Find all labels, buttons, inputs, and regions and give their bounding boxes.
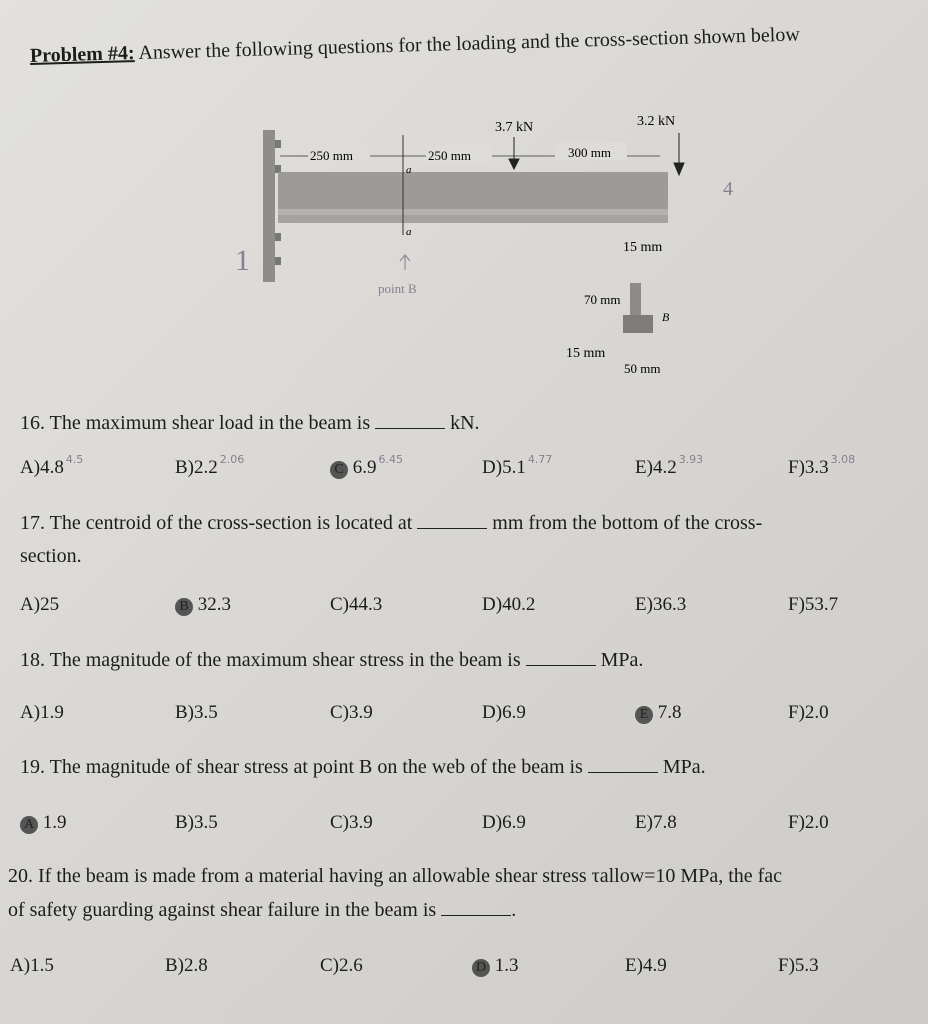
load-label-2: 3.2 kN	[637, 114, 676, 129]
option-value: 3.5	[194, 702, 218, 723]
option-label: E)	[635, 812, 653, 833]
option-value: 3.9	[349, 702, 373, 723]
answer-option[interactable]	[320, 955, 363, 977]
answer-option[interactable]	[635, 812, 677, 834]
section-mark-top: a	[406, 164, 412, 176]
question-20: 20. If the beam is made from a material having an allowable shear stress τallow=10 MPa, the fac	[8, 865, 783, 887]
answer-option[interactable]	[175, 594, 231, 616]
answer-option[interactable]	[472, 955, 519, 977]
option-label: D)	[482, 457, 503, 478]
answer-option[interactable]	[788, 812, 829, 834]
question-19: 19. The magnitude of shear stress at point B on the web of the beam is MPa.	[20, 756, 706, 778]
answer-option[interactable]	[482, 812, 526, 834]
option-label: A	[20, 816, 38, 834]
option-label: C)	[330, 702, 349, 723]
question-17: 17. The centroid of the cross-section is located at mm from the bottom of the cross-	[20, 512, 763, 534]
option-label: F)	[788, 457, 805, 478]
option-value: 4.8	[40, 457, 64, 478]
option-value: 1.5	[30, 955, 54, 976]
option-value: 1.9	[42, 812, 67, 833]
answer-option[interactable]	[20, 812, 67, 834]
answer-option[interactable]	[330, 453, 403, 479]
answer-option[interactable]	[330, 594, 382, 616]
answer-option[interactable]	[788, 594, 838, 616]
option-value: 6.9	[352, 457, 377, 478]
option-value: 4.2	[652, 457, 677, 478]
option-label: C)	[320, 955, 339, 976]
option-value: 6.9	[502, 812, 526, 833]
option-value: 1.9	[40, 702, 64, 723]
answer-option[interactable]	[165, 955, 208, 977]
beam-body	[278, 172, 668, 210]
answer-option[interactable]	[482, 702, 526, 724]
answer-option[interactable]	[20, 594, 59, 616]
section-flange	[623, 315, 653, 333]
section-mark-bottom: a	[406, 226, 412, 238]
dim-15-bottom: 15 mm	[566, 346, 606, 361]
dim-250-2: 250 mm	[428, 148, 471, 163]
dim-70: 70 mm	[584, 292, 621, 307]
question-18: 18. The magnitude of the maximum shear stress in the beam is MPa.	[20, 649, 644, 671]
answer-option[interactable]	[330, 702, 373, 724]
answer-option[interactable]	[788, 453, 856, 479]
option-label: E)	[625, 955, 643, 976]
load-label-1: 3.7 kN	[495, 120, 534, 135]
option-value: 3.9	[349, 812, 373, 833]
option-label: A)	[20, 594, 41, 615]
option-label: D	[472, 959, 490, 977]
option-value: 2.6	[339, 955, 363, 976]
option-value: 3.5	[194, 812, 218, 833]
handwritten-note: 3.08	[830, 453, 856, 466]
option-value: 1.3	[494, 955, 519, 976]
answer-option[interactable]	[482, 453, 553, 479]
answer-option[interactable]	[10, 955, 54, 977]
option-label: D)	[482, 702, 503, 723]
option-value: 2.0	[804, 812, 829, 833]
option-value: 7.8	[657, 702, 682, 723]
answer-option[interactable]	[778, 955, 819, 977]
problem-label: Problem #4:	[29, 42, 135, 67]
answer-option[interactable]	[482, 594, 535, 616]
option-label: C	[330, 461, 348, 479]
option-value: 40.2	[502, 594, 536, 615]
answer-option[interactable]	[175, 453, 245, 479]
beam-figure	[230, 105, 733, 385]
option-label: F)	[788, 812, 805, 833]
answer-option[interactable]	[625, 955, 667, 977]
answer-option[interactable]	[635, 702, 682, 724]
option-value: 6.9	[502, 702, 526, 723]
handwritten-point-b: point B	[378, 281, 417, 296]
problem-instruction: Answer the following questions for the loading and the cross-section shown below	[138, 23, 801, 64]
option-label: B)	[175, 457, 194, 478]
option-value: 32.3	[197, 594, 231, 615]
answer-option[interactable]	[20, 702, 64, 724]
option-value: 25	[40, 594, 60, 615]
option-label: E	[635, 706, 653, 724]
option-value: 2.0	[804, 702, 829, 723]
wall-support	[263, 130, 275, 282]
dim-300: 300 mm	[568, 145, 611, 160]
answer-option[interactable]	[20, 453, 84, 479]
question-20-line2: of safety guarding against shear failure in the beam is .	[8, 899, 517, 921]
option-label: D)	[482, 594, 503, 615]
answer-option[interactable]	[175, 812, 218, 834]
option-label: A)	[20, 457, 41, 478]
option-label: B	[175, 598, 193, 616]
handwritten-note: 6.45	[378, 453, 403, 466]
option-value: 3.3	[804, 457, 829, 478]
answer-option[interactable]	[635, 453, 704, 479]
handwritten-note: 2.06	[219, 453, 245, 466]
option-label: D)	[482, 812, 503, 833]
option-value: 44.3	[349, 594, 383, 615]
option-value: 2.2	[194, 457, 218, 478]
answer-option[interactable]	[330, 812, 373, 834]
option-value: 36.3	[652, 594, 687, 615]
point-b-label: B	[662, 310, 670, 324]
question-17-line2: section.	[20, 545, 82, 567]
dim-15-top: 15 mm	[623, 240, 663, 255]
load-arrow-1	[509, 137, 519, 169]
option-label: E)	[635, 594, 653, 615]
handwritten-note: 4.5	[65, 453, 84, 466]
option-label: F)	[788, 702, 805, 723]
handwritten-note: 3.93	[678, 453, 704, 466]
option-value: 2.8	[184, 955, 208, 976]
problem-title	[30, 24, 800, 68]
load-arrow-2	[674, 133, 684, 175]
option-value: 4.9	[642, 955, 667, 976]
option-label: A)	[20, 702, 41, 723]
question-16: 16. The maximum shear load in the beam is kN.	[20, 412, 480, 434]
option-label: F)	[788, 594, 805, 615]
handwritten-note: 4.77	[527, 453, 553, 466]
handwritten-1: 1	[235, 244, 250, 277]
handwritten-4: 4	[723, 178, 733, 200]
option-value: 53.7	[804, 594, 839, 615]
option-value: 5.1	[502, 457, 526, 478]
answer-option[interactable]	[788, 702, 829, 724]
option-label: F)	[778, 955, 795, 976]
answer-option[interactable]	[175, 702, 218, 724]
dim-50: 50 mm	[624, 361, 661, 376]
option-label: A)	[10, 955, 31, 976]
option-label: C)	[330, 812, 349, 833]
option-label: C)	[330, 594, 349, 615]
answer-option[interactable]	[635, 594, 686, 616]
option-label: B)	[175, 702, 194, 723]
option-value: 5.3	[794, 955, 819, 976]
option-value: 7.8	[652, 812, 677, 833]
option-label: B)	[165, 955, 184, 976]
option-label: E)	[635, 457, 653, 478]
dim-250-1: 250 mm	[310, 148, 353, 163]
option-label: B)	[175, 812, 194, 833]
